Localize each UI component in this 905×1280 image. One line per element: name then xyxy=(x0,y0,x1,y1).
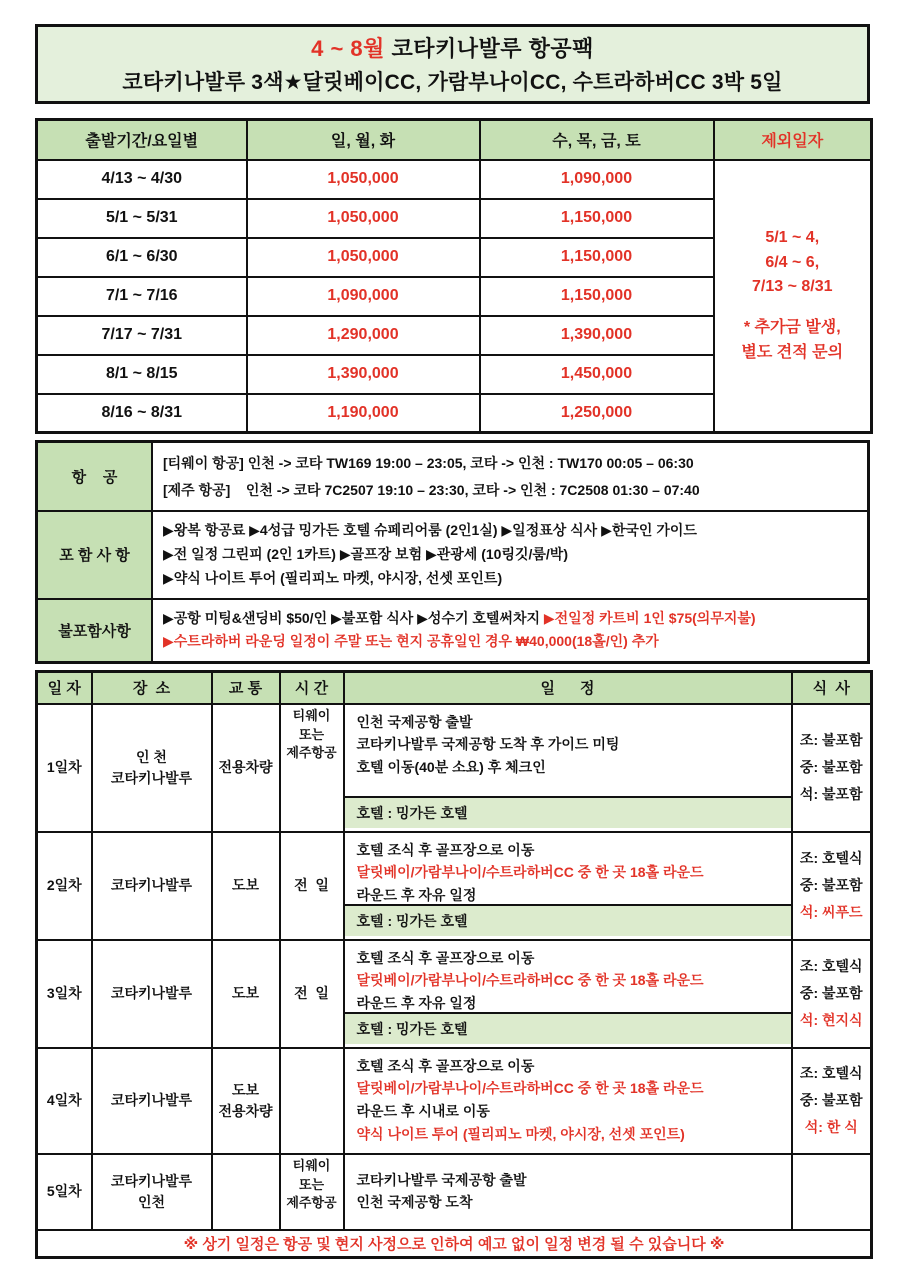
spacer xyxy=(715,300,871,316)
transport-cell xyxy=(212,1154,280,1230)
price-header-wed-sat: 수, 목, 금, 토 xyxy=(480,120,714,160)
place-cell: 코타키나발루 xyxy=(92,940,212,1048)
schedule-line-golf: 달릿베이/가람부나이/수트라하버CC 중 한 곳 18홀 라운드 xyxy=(356,1080,704,1097)
meal-breakfast: 조: 불포함 xyxy=(799,731,863,748)
included-row xyxy=(38,510,867,597)
schedule-line: 호텔 조식 후 골프장으로 이동 xyxy=(356,1057,535,1074)
not-included-label: 불포함사항 xyxy=(38,600,153,662)
schedule-main xyxy=(345,1049,791,1152)
transport-cell: 도보 xyxy=(212,940,280,1048)
price-header-sun-mon-tue: 일, 월, 화 xyxy=(247,120,480,160)
schedule-main xyxy=(345,941,791,1012)
time-cell xyxy=(280,704,344,832)
period-cell: 8/16 ~ 8/31 xyxy=(37,394,247,433)
time-line: 또는 xyxy=(298,726,325,742)
not-included-black: ▶공항 미팅&샌딩비 $50/인 ▶불포함 식사 ▶성수기 호텔써차지 xyxy=(163,609,544,626)
meals-cell xyxy=(792,940,872,1048)
transport-line: 도보 xyxy=(231,1081,260,1098)
time-line: 티웨이 xyxy=(292,1157,331,1173)
itinerary-header-row xyxy=(37,672,872,704)
itinerary-row-day5 xyxy=(37,1154,872,1230)
schedule-main xyxy=(345,705,791,796)
title-line-2: 코타키나발루 3색★달릿베이CC, 가람부나이CC, 수트라하버CC 3박 5일 xyxy=(122,71,783,94)
not-included-line-red: ▶수트라하버 라운딩 일정이 주말 또는 현지 공휴일인 경우 ₩40,000(18홀/인) 추가 xyxy=(163,633,659,650)
itinerary-footer-row xyxy=(37,1230,872,1258)
included-label: 포 함 사 항 xyxy=(38,512,153,597)
time-line: 제주항공 xyxy=(286,745,337,761)
itinerary-row-day1 xyxy=(37,704,872,832)
schedule-cell xyxy=(344,832,792,940)
excluded-date: 7/13 ~ 8/31 xyxy=(751,278,833,296)
price-table xyxy=(35,118,873,434)
flight-line-jeju: [제주 항공] 인천 -> 코타 7C2507 19:10 – 23:30, 코타 -> 인천 : 7C2508 01:30 – 07:40 xyxy=(163,481,700,498)
excluded-date: 5/1 ~ 4, xyxy=(765,228,820,246)
included-line: ▶왕복 항공료 ▶4성급 밍가든 호텔 슈페리어룸 (2인1실) ▶일정표상 식사 ▶한국인 가이드 xyxy=(163,522,697,539)
schedule-line: 라운드 후 자유 일정 xyxy=(356,995,477,1012)
schedule-line: 호텔 이동(40분 소요) 후 체크인 xyxy=(356,759,546,776)
price-cell: 1,450,000 xyxy=(480,355,714,394)
schedule-main xyxy=(345,1155,791,1220)
title-box xyxy=(35,24,870,104)
header-day: 일 자 xyxy=(37,672,92,704)
price-cell: 1,150,000 xyxy=(480,199,714,238)
schedule-main xyxy=(345,833,791,904)
time-cell: 전 일 xyxy=(280,940,344,1048)
price-cell: 1,050,000 xyxy=(247,199,480,238)
place-cell: 코타키나발루 xyxy=(92,1048,212,1154)
time-cell xyxy=(280,1154,344,1230)
itinerary-table xyxy=(35,670,873,1259)
price-cell: 1,390,000 xyxy=(247,355,480,394)
day-cell: 1일차 xyxy=(37,704,92,832)
time-line: 티웨이 xyxy=(292,707,331,723)
meal-dinner: 석: 불포함 xyxy=(799,786,863,803)
place-line: 코타키나발루 xyxy=(110,1172,193,1189)
period-cell: 4/13 ~ 4/30 xyxy=(37,160,247,199)
price-cell: 1,250,000 xyxy=(480,394,714,433)
period-cell: 7/17 ~ 7/31 xyxy=(37,316,247,355)
time-line: 제주항공 xyxy=(286,1195,337,1211)
price-cell: 1,150,000 xyxy=(480,238,714,277)
period-cell: 5/1 ~ 5/31 xyxy=(37,199,247,238)
meal-lunch: 중: 불포함 xyxy=(799,985,863,1002)
meal-dinner: 석: 씨푸드 xyxy=(799,904,863,921)
meals-cell xyxy=(792,704,872,832)
period-cell: 7/1 ~ 7/16 xyxy=(37,277,247,316)
day-cell: 5일차 xyxy=(37,1154,92,1230)
meals-cell xyxy=(792,832,872,940)
time-line: 또는 xyxy=(298,1176,325,1192)
included-line: ▶전 일정 그린피 (2인 1카트) ▶골프장 보험 ▶관광세 (10링깃/룸/박) xyxy=(163,545,568,562)
place-line: 인천 xyxy=(137,1193,166,1210)
meal-breakfast: 조: 호텔식 xyxy=(799,957,863,974)
flight-line-tway: [티웨이 항공] 인천 -> 코타 TW169 19:00 – 23:05, 코타 -> 인천 : TW170 00:05 – 06:30 xyxy=(163,455,694,471)
place-cell: 코타키나발루 xyxy=(92,832,212,940)
schedule-line-night-tour: 약식 나이트 투어 (필리피노 마켓, 야시장, 선셋 포인트) xyxy=(356,1125,685,1142)
hotel-bar: 호텔 : 밍가든 호텔 xyxy=(345,904,791,936)
title-line-1 xyxy=(311,32,594,63)
price-header-excluded-dates: 제외일자 xyxy=(714,120,872,160)
excluded-note: * 추가금 발생, xyxy=(743,319,841,337)
schedule-line: 호텔 조식 후 골프장으로 이동 xyxy=(356,841,535,858)
meal-breakfast: 조: 호텔식 xyxy=(799,849,863,866)
price-cell: 1,150,000 xyxy=(480,277,714,316)
price-cell: 1,050,000 xyxy=(247,160,480,199)
transport-cell xyxy=(212,1048,280,1154)
period-cell: 8/1 ~ 8/15 xyxy=(37,355,247,394)
meal-dinner: 석: 현지식 xyxy=(799,1012,863,1029)
schedule-line: 라운드 후 시내로 이동 xyxy=(356,1103,490,1120)
price-header-period: 출발기간/요일별 xyxy=(37,120,247,160)
price-cell: 1,050,000 xyxy=(247,238,480,277)
itinerary-row-day4 xyxy=(37,1048,872,1154)
hotel-bar: 호텔 : 밍가든 호텔 xyxy=(345,1012,791,1044)
time-cell xyxy=(280,1048,344,1154)
flyer-sheet xyxy=(35,0,870,1259)
flight-content xyxy=(153,443,867,510)
schedule-line-golf: 달릿베이/가람부나이/수트라하버CC 중 한 곳 18홀 라운드 xyxy=(356,864,704,881)
header-meals: 식 사 xyxy=(792,672,872,704)
header-transport: 교 통 xyxy=(212,672,280,704)
not-included-red: ▶전일정 카트비 1인 $75(의무지불) xyxy=(543,609,756,626)
schedule-line: 인천 국제공항 도착 xyxy=(356,1194,473,1211)
meal-lunch: 중: 불포함 xyxy=(799,1092,863,1109)
transport-cell: 전용차량 xyxy=(212,704,280,832)
not-included-row xyxy=(38,598,867,662)
place-line: 코타키나발루 xyxy=(110,769,193,786)
day-cell: 2일차 xyxy=(37,832,92,940)
header-schedule: 일 정 xyxy=(344,672,792,704)
day-cell: 3일차 xyxy=(37,940,92,1048)
transport-line: 전용차량 xyxy=(218,1102,273,1119)
schedule-cell xyxy=(344,1154,792,1230)
excluded-dates-cell xyxy=(714,160,872,433)
price-cell: 1,290,000 xyxy=(247,316,480,355)
meal-breakfast: 조: 호텔식 xyxy=(799,1064,863,1081)
schedule-line: 코타키나발루 국제공항 도착 후 가이드 미팅 xyxy=(356,736,620,753)
info-box xyxy=(35,440,870,664)
price-cell: 1,190,000 xyxy=(247,394,480,433)
day-cell: 4일차 xyxy=(37,1048,92,1154)
schedule-line: 라운드 후 자유 일정 xyxy=(356,887,477,904)
schedule-change-notice: ※ 상기 일정은 항공 및 현지 사정으로 인하여 예고 없이 일정 변경 될 수 있습니다 ※ xyxy=(37,1230,872,1258)
price-cell: 1,390,000 xyxy=(480,316,714,355)
header-time: 시 간 xyxy=(280,672,344,704)
meals-cell xyxy=(792,1048,872,1154)
time-cell: 전 일 xyxy=(280,832,344,940)
schedule-line: 인천 국제공항 출발 xyxy=(356,713,473,730)
title-month-range: 4 ~ 8월 xyxy=(311,36,385,61)
place-line: 인 천 xyxy=(136,748,167,765)
flight-label: 항 공 xyxy=(38,443,153,510)
meals-cell xyxy=(792,1154,872,1230)
excluded-date: 6/4 ~ 6, xyxy=(765,253,820,271)
place-cell xyxy=(92,1154,212,1230)
price-row xyxy=(37,160,872,199)
itinerary-row-day2 xyxy=(37,832,872,940)
excluded-note: 별도 견적 문의 xyxy=(741,343,844,361)
transport-cell: 도보 xyxy=(212,832,280,940)
period-cell: 6/1 ~ 6/30 xyxy=(37,238,247,277)
price-header-row xyxy=(37,120,872,160)
header-place: 장 소 xyxy=(92,672,212,704)
schedule-line: 코타키나발루 국제공항 출발 xyxy=(356,1171,527,1188)
schedule-cell xyxy=(344,1048,792,1154)
not-included-line xyxy=(163,607,857,631)
title-line-1-rest: 코타키나발루 항공팩 xyxy=(384,36,594,61)
price-cell: 1,090,000 xyxy=(247,277,480,316)
included-line: ▶약식 나이트 투어 (필리피노 마켓, 야시장, 선셋 포인트) xyxy=(163,569,503,586)
place-cell xyxy=(92,704,212,832)
itinerary-row-day3 xyxy=(37,940,872,1048)
schedule-cell xyxy=(344,704,792,832)
schedule-line-golf: 달릿베이/가람부나이/수트라하버CC 중 한 곳 18홀 라운드 xyxy=(356,972,704,989)
flight-row xyxy=(38,443,867,510)
not-included-content xyxy=(153,600,867,662)
schedule-cell xyxy=(344,940,792,1048)
price-cell: 1,090,000 xyxy=(480,160,714,199)
included-content xyxy=(153,512,867,597)
schedule-line: 호텔 조식 후 골프장으로 이동 xyxy=(356,949,535,966)
meal-lunch: 중: 불포함 xyxy=(799,759,863,776)
meal-lunch: 중: 불포함 xyxy=(799,877,863,894)
hotel-bar: 호텔 : 밍가든 호텔 xyxy=(345,796,791,828)
meal-dinner: 석: 한 식 xyxy=(804,1119,858,1136)
